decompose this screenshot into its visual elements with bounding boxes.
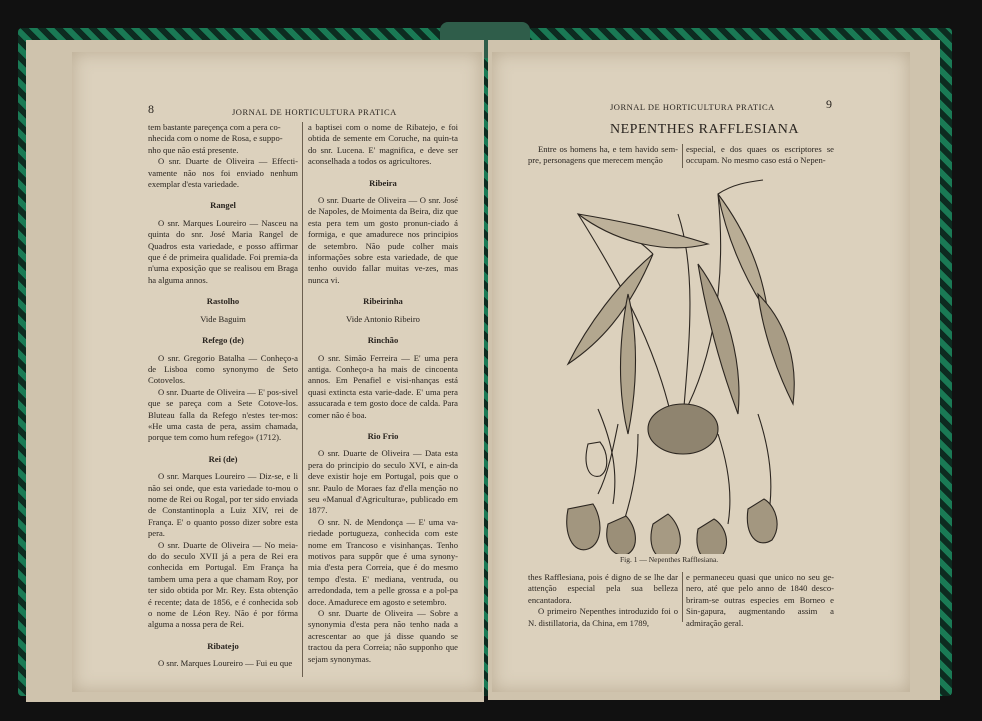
page-number: 9 [826,97,832,111]
body-left [528,572,678,629]
right-page [492,52,910,692]
paragraph: especial, e dos quaes os escriptores se occupam. No mesmo caso está o Nepen- [686,144,834,166]
paragraph: O snr. Marques Loureiro — Fui eu que [158,658,293,669]
paragraph: O snr. N. de Mendonça — E' uma va-riedade portugueza, conhecida com este nome em Trancoso e visinhanças. Tenho motivos para suppôr que é uma synony-mia d'esta pera Correia, que é do mesmo tempo d'esta. E' mediana, ventruda, ou arredondada, tem a pelle grossa e a pol-pa doce. Amadurece em agosto e setembro. [308,516,458,607]
paragraph: nhecida com o nome de Rosa, e suppo- [148,133,283,144]
section-heading: Ribeira [369,177,397,188]
paragraph: Vide Antonio Ribeiro [346,313,420,324]
section-heading: Refego (de) [202,335,244,346]
article-title: NEPENTHES RAFFLESIANA [610,122,800,137]
left-page [72,52,482,692]
column-rule [682,572,683,622]
column-rule [302,122,303,677]
paragraph: O primeiro Nepenthes introduzido foi o N. distillatoria, da China, em 1789, [528,606,678,628]
left-column-1 [148,122,298,670]
paragraph: Vide Baguim [200,313,246,324]
paragraph: nho que não está presente. [148,144,239,155]
figure-caption: Fig. 1 — Nepenthes Rafflesiana. [620,555,719,564]
intro-left [528,144,678,167]
section-heading: Rangel [210,200,236,211]
paragraph: O snr. Duarte de Oliveira — Sobre a synonymia d'esta pera não tenho nada a acrescentar ao que já disse quando se tractou da pera Correia; não supponho que sejam synonymas. [308,608,458,664]
section-heading: Rinchão [367,335,399,346]
section-heading: Ribatejo [207,640,239,651]
running-header: JORNAL DE HORTICULTURA PRATICA [610,102,775,112]
paragraph: O snr. Marques Loureiro — Nasceu na quinta do snr. José Maria Rangel de Quadros esta variedade, e posso affirmar que é de primeira qualidade. Foi premia-da n'uma exposição que se realisou em Braga ha alguma annos. [148,217,298,285]
section-heading: Rio Frio [367,430,399,441]
paragraph: O snr. Gregorio Batalha — Conheço-a de Lisboa como synonymo de Seto Cotovelos. [148,352,298,386]
section-heading: Rei (de) [208,453,238,464]
paragraph: e permaneceu quasi que unico no seu ge-nero, até que pelo anno de 1840 desco-briram-se outras especies em Borneo e Sin-gapura, augmentando assim a admiração geral. [686,572,834,628]
section-heading: Rastolho [206,296,240,307]
column-rule [682,144,683,168]
paragraph: tem bastante pareçença com a pera co- [148,122,281,132]
paragraph: thes Rafflesiana, pois é digno de se lhe dar attenção especial pela sua belleza encantadora. [528,572,678,605]
intro-right [686,144,834,167]
nepenthes-illustration [558,174,808,554]
paragraph: a baptisei com o nome de Ribatejo, e foi obtida de semente em Coruche, na quin-ta do snr. Lucena. E' magnifica, e deve ser aconselhada a todos os agricultores. [308,122,458,167]
paragraph: O snr. Simão Ferreira — E' uma pera antiga. Conheço-a ha mais de cincoenta annos. Em Penafiel e visi-nhanças está quasi extincta esta varie-dade. E' uma pera assucarada e tem gosto doce de calda. Para comer não é boa. [308,352,458,420]
paragraph: O snr. Marques Loureiro — Diz-se, e li não sei onde, que esta variedade to-mou o nome de Rei ou Rogal, por ter sido enviada de Constantinopla a Luiz XIV, rei de França. E' o quanto posso dizer sobre esta pera. [148,471,298,539]
section-heading: Ribeirinha [363,296,403,307]
paragraph: O snr. Duarte de Oliveira — E' pos-sivel que se pareça com a Sete Cotove-los. Bluteau falla da Refego n'estes ter-mos: «He uma casta de pera, assim chamada, porque tem como hum refego» (1712). [148,386,298,443]
paragraph: O snr. Duarte de Oliveira — Data esta pera do principio do seculo XVI, e ain-da deve existir hoje em Portugal, pois que o snr. Paulo de Moraes faz d'ella menção no seu «Manual d'Agricultura», publicado em 1877. [308,448,458,516]
paragraph: O snr. Duarte de Oliveira — O snr. José de Napoles, de Moimenta da Beira, diz que esta pera tem um gosto pronun-ciado á formiga, e que amadurece nos principios de setembro. Não pude colher mais informações sobre esta variedade, de que tenho ouvido fallar muitas ve-zes, mas nunca vi. [308,195,458,285]
paragraph: O snr. Duarte de Oliveira — Effecti-vamente não nos foi enviado nenhum exemplar d'esta variedade. [148,156,298,190]
paragraph: O snr. Duarte de Oliveira — No meia-do do seculo XVII já a pera de Rei era conhecida em Portugal. Em França ha tambem uma pera a que chamam Roy, por ter sido obtida por Mr. Rey. Esta obtenção é recente; data de 1856, e é conhecida sob o nome de Léon Rey. Não é por fórma alguma a nossa pera de Rei. [148,539,298,630]
running-header: JORNAL DE HORTICULTURA PRATICA [232,107,397,117]
left-column-2 [308,122,458,665]
page-number: 8 [148,102,154,116]
body-right [686,572,834,629]
paragraph: Entre os homens ha, e tem havido sem-pre, personagens que merecem menção [528,144,678,166]
